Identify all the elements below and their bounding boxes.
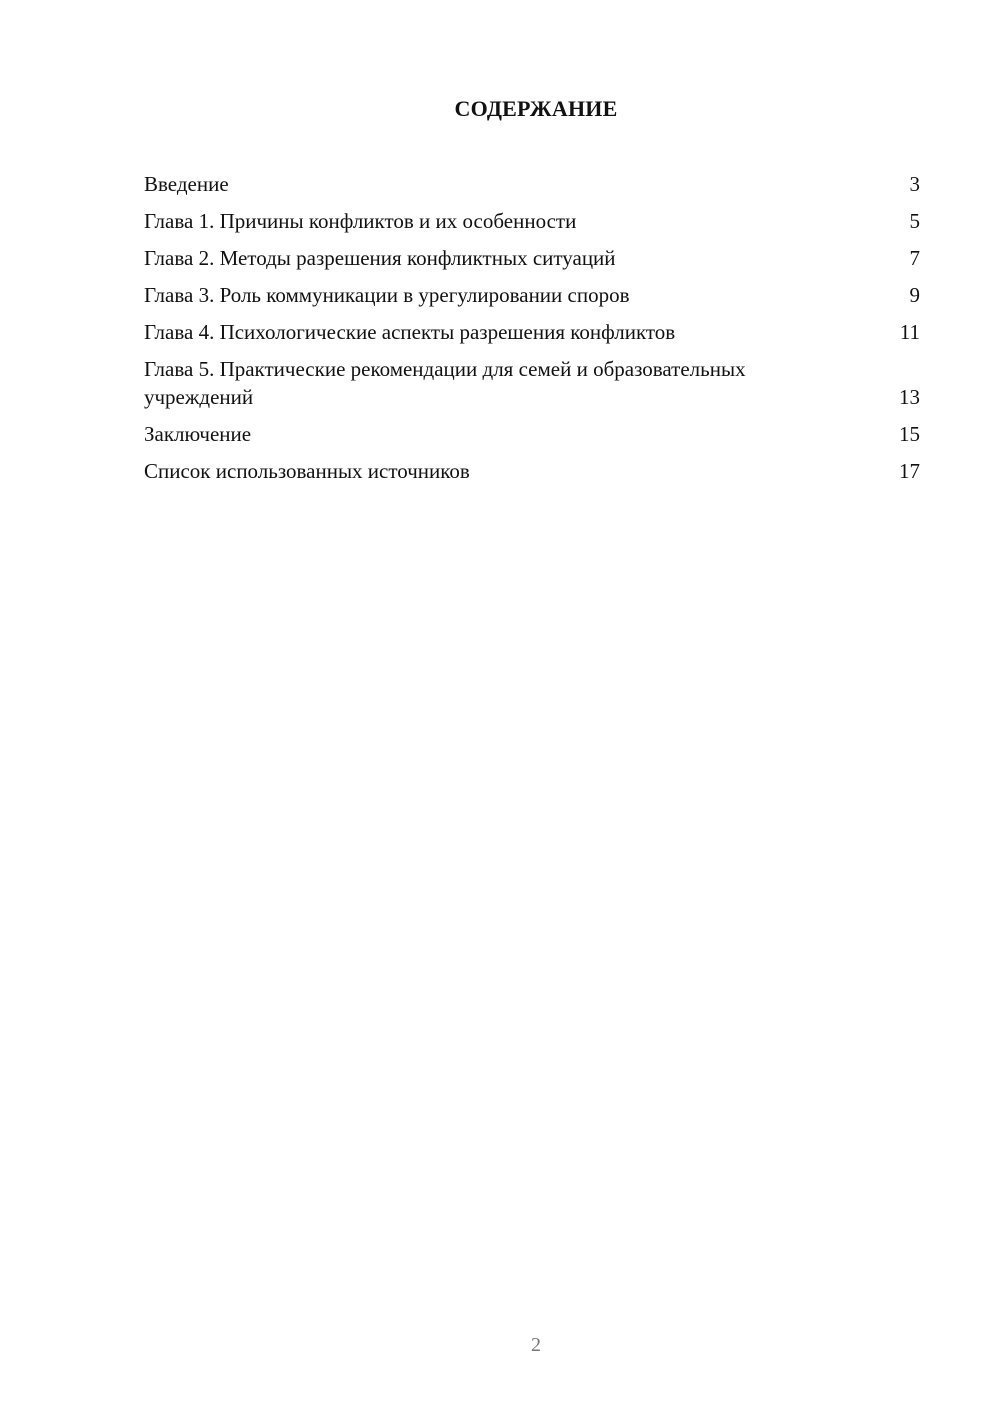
toc-entry-title: Глава 2. Методы разрешения конфликтных ситуаций xyxy=(144,246,616,270)
toc-entry-title: Заключение xyxy=(144,422,252,446)
table-of-contents xyxy=(144,170,920,494)
toc-entry-page: 7 xyxy=(909,246,920,270)
toc-entry xyxy=(144,420,920,448)
page-number: 2 xyxy=(531,1334,541,1356)
toc-entry-page: 9 xyxy=(909,283,920,307)
toc-entry-title: Список использованных источников xyxy=(144,459,470,483)
toc-entry xyxy=(144,170,920,198)
toc-entry xyxy=(144,244,920,272)
toc-entry-page: 13 xyxy=(899,385,920,409)
page-title: СОДЕРЖАНИЕ xyxy=(454,96,618,121)
toc-entry-page: 11 xyxy=(899,320,920,344)
toc-entry-page: 17 xyxy=(899,459,920,483)
toc-entry-page: 5 xyxy=(909,209,920,233)
toc-entry-page: 15 xyxy=(899,422,920,446)
toc-entry xyxy=(144,207,920,235)
toc-entry xyxy=(144,355,920,411)
toc-entry xyxy=(144,281,920,309)
toc-entry-title: Глава 5. Практические рекомендации для семей и образовательных учреждений xyxy=(144,357,746,409)
toc-entry-title: Введение xyxy=(144,172,229,196)
toc-entry-title: Глава 4. Психологические аспекты разрешения конфликтов xyxy=(144,320,676,344)
toc-entry-page: 3 xyxy=(909,172,920,196)
toc-entry xyxy=(144,457,920,485)
toc-entry xyxy=(144,318,920,346)
toc-entry-title: Глава 1. Причины конфликтов и их особенности xyxy=(144,209,577,233)
toc-entry-title: Глава 3. Роль коммуникации в урегулировании споров xyxy=(144,283,630,307)
